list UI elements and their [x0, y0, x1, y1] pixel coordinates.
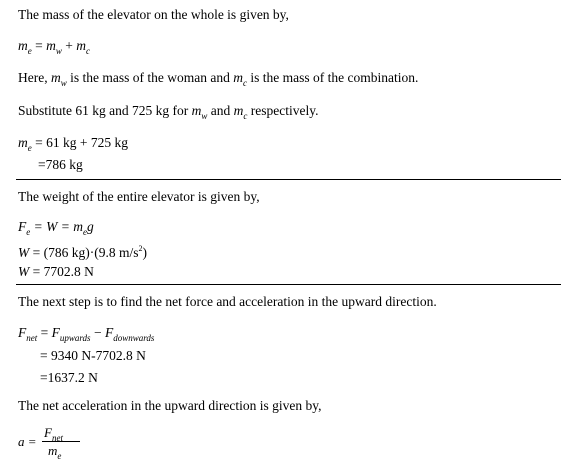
- eq-subscript: c: [243, 111, 248, 121]
- eq-term: m: [48, 443, 58, 458]
- eq-subscript: net: [26, 333, 38, 343]
- acceleration-fraction: [18, 425, 98, 461]
- eq-superscript: 2: [138, 244, 143, 253]
- eq-rhs: = 7702.8 N: [29, 264, 94, 279]
- eq-subscript: e: [82, 227, 87, 237]
- intro-net-force-text: The next step is to find the net force and acceleration in the upward direction.: [18, 294, 437, 309]
- net-force-equation: [18, 325, 154, 346]
- eq-subscript: c: [86, 46, 91, 56]
- eq-term: F: [18, 219, 27, 234]
- eq-rhs: = 61 kg + 725 kg: [31, 135, 128, 150]
- eq-term: m: [191, 103, 202, 118]
- eq-subscript: e: [26, 227, 31, 237]
- eq-subscript: e: [27, 46, 32, 56]
- substitute-text: [18, 103, 318, 124]
- eq-term: W: [18, 264, 30, 279]
- mass-calculation-line-1: [18, 135, 128, 156]
- intro-weight-text: The weight of the entire elevator is given by,: [18, 189, 260, 204]
- eq-term: m: [73, 219, 83, 234]
- eq-rhs: a =: [18, 434, 37, 449]
- eq-subscript: c: [242, 78, 247, 88]
- text-run: respectively.: [247, 103, 319, 118]
- text-run: and: [207, 103, 234, 118]
- eq-operator: −: [90, 325, 105, 340]
- eq-subscript: downwards: [113, 333, 155, 343]
- mass-calculation-line-2: =786 kg: [38, 157, 83, 172]
- eq-term: F: [44, 425, 52, 440]
- total-mass-equation: [18, 38, 90, 59]
- eq-term: F: [51, 325, 60, 340]
- eq-rhs: = W =: [30, 219, 74, 234]
- eq-subscript: net: [51, 433, 63, 443]
- eq-subscript: e: [57, 451, 62, 461]
- eq-subscript: w: [60, 78, 67, 88]
- eq-term: m: [50, 70, 61, 85]
- fraction-denominator: [48, 443, 61, 461]
- intro-mass-text: The mass of the elevator on the whole is given by,: [18, 7, 289, 22]
- eq-term: m: [18, 135, 28, 150]
- text-run: is the mass of the combination.: [246, 70, 419, 85]
- eq-subscript: upwards: [59, 333, 91, 343]
- eq-term: F: [104, 325, 114, 340]
- weight-equation-1: [18, 219, 94, 240]
- eq-term: m: [233, 70, 243, 85]
- weight-equation-3: [18, 264, 94, 280]
- intro-acceleration-text: The net acceleration in the upward direction is given by,: [18, 398, 322, 413]
- eq-rhs: ): [142, 245, 147, 260]
- section-divider: [16, 179, 561, 180]
- eq-subscript: e: [27, 143, 32, 153]
- eq-term: m: [76, 38, 87, 53]
- eq-operator: =: [37, 325, 52, 340]
- eq-rhs: = (786 kg)·(9.8 m/s: [29, 245, 139, 260]
- variable-definition-text: [18, 70, 418, 91]
- eq-subscript: w: [55, 46, 62, 56]
- eq-operator: =: [31, 38, 47, 53]
- net-force-calculation: = 9340 N-7702.8 N: [40, 348, 146, 363]
- eq-term: m: [18, 38, 28, 53]
- text-run: is the mass of the woman and: [66, 70, 234, 85]
- eq-term: F: [18, 325, 27, 340]
- eq-term: W: [18, 245, 30, 260]
- text-run: Here,: [18, 70, 51, 85]
- eq-term: m: [233, 103, 244, 118]
- eq-term: g: [86, 219, 94, 234]
- eq-operator: +: [61, 38, 77, 53]
- net-force-result: =1637.2 N: [40, 370, 98, 385]
- weight-equation-2: [18, 241, 147, 261]
- text-run: Substitute 61 kg and 725 kg for: [18, 103, 192, 118]
- section-divider: [16, 284, 561, 285]
- eq-subscript: w: [201, 111, 208, 121]
- fraction-bar: [42, 441, 80, 442]
- eq-term: m: [46, 38, 56, 53]
